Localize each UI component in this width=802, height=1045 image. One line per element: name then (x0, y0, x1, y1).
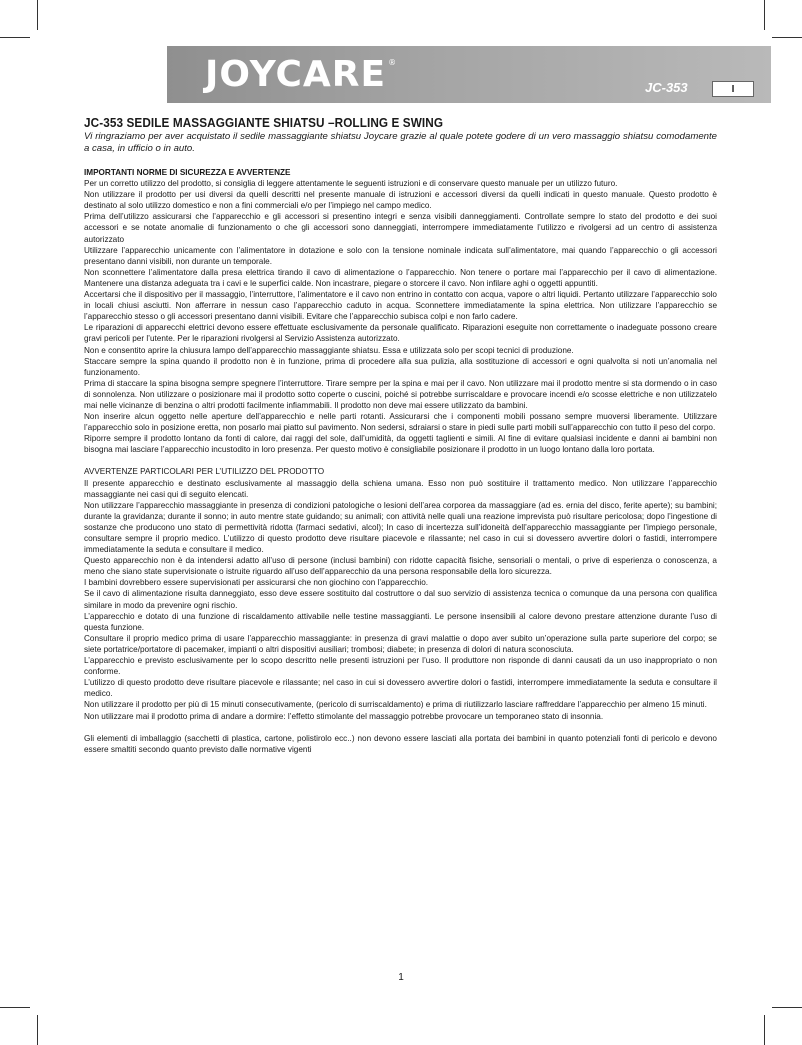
intro-text: Vi ringraziamo per aver acquistato il sedile massaggiante shiatsu Joycare grazie al quale potete godere di un vero massaggio shiatsu comodamente a casa, in ufficio o in auto. (84, 131, 717, 154)
paragraph: Il presente apparecchio e destinato esclusivamente al massaggio della schiena umana. Esso non può sostituire il trattamento medico. Non utilizzare l’apparecchio massaggiante nei casi qui di seguito elencati. (84, 478, 717, 499)
language-badge: I (712, 81, 754, 97)
paragraph: Prima dell’utilizzo assicurarsi che l’apparecchio e gli accessori si presentino integri e senza visibili danneggiamenti. Controllate sempre lo stato del prodotto e dei suoi accessori e se notate anomalie di funzionamento o che gli accessori sono danneggiati, interrompere immediatamente l’utilizzo e rivolgersi ad un centro di assistenza autorizzato (84, 212, 717, 244)
document-title: JC-353 SEDILE MASSAGGIANTE SHIATSU –ROLLING E SWING (84, 116, 444, 130)
paragraph: Non sconnettere l’alimentatore dalla presa elettrica tirando il cavo di alimentazione o l’apparecchio. Non tenere o portare mai l’apparecchio per il cavo di alimentazione. Mantenere una distanza adeguata tra i cavi e le superfici calde. Non incastrare, piegare o storcere il cavo. Non infilare aghi o oggetti appuntiti. (84, 267, 717, 288)
paragraph: Non utilizzare mai il prodotto prima di andare a dormire: l’effetto stimolante del massaggio potrebbe provocare un temporaneo stato di insonnia. (84, 711, 604, 721)
crop-mark (764, 0, 765, 30)
paragraph: Non utilizzare il prodotto per più di 15 minuti consecutivamente, (pericolo di surriscaldamento) e prima di riutilizzarlo lasciare raffreddare l’apparecchio per almeno 15 minuti. (84, 700, 707, 710)
safety-section-title: IMPORTANTI NORME DI SICUREZZA E AVVERTENZE (84, 168, 291, 177)
crop-mark (764, 1015, 765, 1045)
page-number: 1 (398, 972, 404, 983)
crop-mark (772, 1007, 802, 1008)
paragraph: Non utilizzare il prodotto per usi diversi da quelli descritti nel presente manuale di istruzioni e accessori diversi da quelli indicati in questo manuale. Questo prodotto è destinato al solo utilizzo domestico e non a fini commerciali e/o per l’impiego nel campo medico. (84, 190, 717, 211)
section-spacer (84, 455, 717, 466)
brand-logo (205, 52, 397, 96)
paragraph: L’apparecchio e previsto esclusivamente per lo scopo descritto nelle presenti istruzioni per l’uso. Il produttore non risponde di danni causati da un uso inappropriato o non conforme. (84, 656, 717, 677)
crop-mark (37, 1015, 38, 1045)
paragraph: Staccare sempre la spina quando il prodotto non è in funzione, prima di procedere alla sua pulizia, alla sostituzione di accessori e ogni qualvolta si noti un’anomalia nel funzionamento. (84, 356, 717, 377)
paragraph: Utilizzare l’apparecchio unicamente con l’alimentatore in dotazione e solo con la tensione nominale indicata sull’alimentatore, mai quando l’apparecchio o gli accessori presentano danni visibili, non durante un temporale. (84, 245, 717, 266)
model-label: JC-353 (645, 80, 688, 95)
paragraph: Non inserire alcun oggetto nelle aperture dell’apparecchio e nelle parti rotanti. Assicurarsi che i componenti mobili possano sempre muoversi liberamente. Utilizzare l’apparecchio solo in posizione eretta, non posarlo mai piatto sul pavimento. Non sedersi, sdraiarsi o stare in piedi sulle parti mobili sull’apparecchio con tutto il peso del corpo. (84, 412, 717, 433)
crop-mark (0, 37, 30, 38)
packaging-note: Gli elementi di imballaggio (sacchetti di plastica, cartone, polistirolo ecc..) non devono essere lasciati alla portata dei bambini in quanto potenziali fonti di pericolo e devono essere smaltiti secondo quanto previsto dalle normative vigenti (84, 733, 717, 754)
paragraph: L’apparecchio e dotato di una funzione di riscaldamento attivabile nelle testine massaggianti. Le persone insensibili al calore devono prestare attenzione durante l’uso di questa funzione. (84, 611, 717, 632)
paragraph: L’utilizzo di questo prodotto deve risultare piacevole e rilassante; nel caso in cui si dovessero avvertire dolori o fastidi, interrompere immediatamente la seduta e consultare il medico. (84, 678, 717, 699)
paragraph: Non utilizzare l’apparecchio massaggiante in presenza di condizioni patologiche o lesioni dell’area corporea da massaggiare (ad es. ernia del disco, ferite aperte); su bambini; durante la gravidanza; durante il sonno; in auto mentre state guidando; su animali; con attività nelle quali una reazione imprevista può risultare pericolosa; dopo l’ingestione di sostanze che producono uno stato di permettività ridotta (farmaci sedativi, alcol); In caso di incertezza sull’idoneità dell’apparecchio massaggiante per l’impiego personale, consultare sempre il proprio medico. L’utilizzo di questo prodotto deve risultare piacevole e rilassante; nel caso in cui si dovessero avvertire dolori o fastidi, interrompere immediatamente la seduta e consultare il medico. (84, 500, 717, 555)
paragraph: Accertarsi che il dispositivo per il massaggio, l’interruttore, l’alimentatore e il cavo non entrino in contatto con acqua, vapore o altri liquidi. Pertanto utilizzare l’apparecchio solo in locali chiusi asciutti. Non afferrare in nessun caso l’apparecchio caduto in acqua. Sconnettere immediatamente la spina elettrica. Non utilizzare l’apparecchio se l’apparecchio stesso o gli accessori presentano danni visibili. Evitare che l’apparecchio subisca colpi e non farlo cadere. (84, 290, 717, 322)
paragraph: Riporre sempre il prodotto lontano da fonti di calore, dai raggi del sole, dall’umidità, da oggetti taglienti e simili. Al fine di evitare qualsiasi incidente e danni ai bambini non bisogna mai lasciare l’apparecchio incustodito in loro presenza. Per questo motivo è consigliabile posizionare il prodotto in un luogo lontano dalla loro portata. (84, 434, 717, 455)
paragraph: Prima di staccare la spina bisogna sempre spegnere l’interruttore. Tirare sempre per la spina e mai per il cavo. Non utilizzare mai il prodotto mentre si sta dormendo o in caso di sonnolenza. Non utilizzare o posizionare mai il prodotto sotto coperte o cuscini, poiché si potrebbe surriscaldare e provocare incendi e/o scosse elettriche e non utilizzatelo mai nelle vicinanze di benzina o altri prodotti facilmente infiammabili. Il prodotto non deve mai essere utilizzato da bambini. (84, 378, 717, 410)
paragraph: Le riparazioni di apparecchi elettrici devono essere effettuate esclusivamente da personale qualificato. Riparazioni eseguite non correttamente o inadeguate possono creare gravi pericoli per l’utente. Per le riparazioni rivolgersi al Servizio Assistenza autorizzato. (84, 323, 717, 344)
paragraph: I bambini dovrebbero essere supervisionati per assicurarsi che non giochino con l’apparecchio. (84, 578, 429, 588)
crop-mark (37, 0, 38, 30)
registered-mark: ® (388, 58, 398, 67)
paragraph: Questo apparecchio non è da intendersi adatto all’uso di persone (inclusi bambini) con ridotte capacità fisiche, sensoriali o mentali, o prive di esperienza o conoscenza, a meno che siano state supervisionate o istruite riguardo all’uso dell’apparecchio da una persona responsabile della loro sicurezza. (84, 556, 717, 577)
paragraph: Per un corretto utilizzo del prodotto, si consiglia di leggere attentamente le seguenti istruzioni e di conservare questo manuale per un utilizzo futuro. (84, 179, 618, 189)
safety-paragraphs (84, 178, 717, 455)
document-body (84, 116, 717, 755)
crop-mark (772, 37, 802, 38)
usage-paragraphs (84, 478, 717, 722)
brand-name: JOYCARE (205, 53, 387, 95)
paragraph: Non e consentito aprire la chiusura lampo dell’apparecchio massaggiante shiatsu. Essa e utilizzata solo per scopi tecnici di produzione. (84, 345, 574, 355)
paragraph: Consultare il proprio medico prima di usare l’apparecchio massaggiante: in presenza di gravi malattie o dopo aver subito un’operazione sulla parte superiore del corpo; se siete portatrice/portatore di pacemaker, impianti o altri dispositivi ausiliari; trombosi; diabete; in presenza di dolori di natura sconosciuta. (84, 633, 717, 654)
paragraph: Se il cavo di alimentazione risulta danneggiato, esso deve essere sostituito dal costruttore o dal suo servizio di assistenza tecnica o comunque da una persona con qualifica similare in modo da prevenire ogni rischio. (84, 589, 717, 610)
section-spacer (84, 722, 717, 733)
crop-mark (0, 1007, 30, 1008)
usage-section-title: AVVERTENZE PARTICOLARI PER L’UTILIZZO DEL PRODOTTO (84, 467, 325, 477)
